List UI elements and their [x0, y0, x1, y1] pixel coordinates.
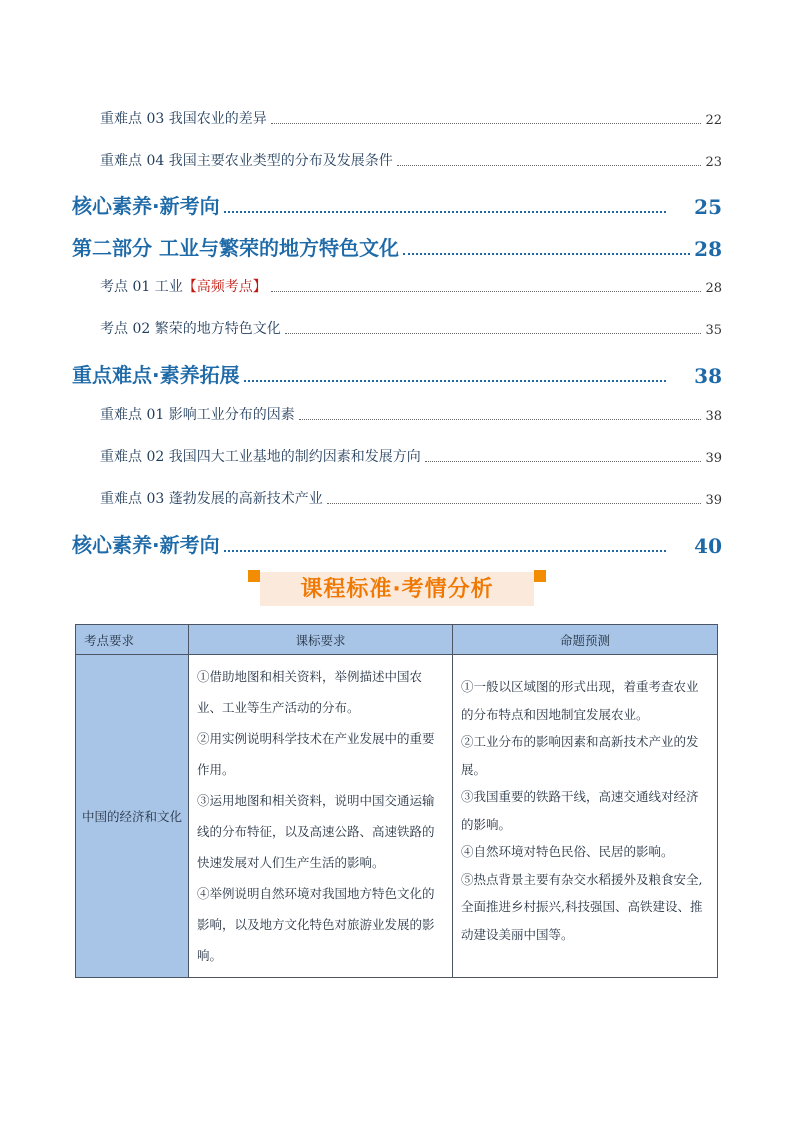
toc-page-number: 39: [705, 451, 722, 466]
toc-part-heading[interactable]: [72, 232, 722, 261]
dot-leader: [224, 550, 667, 552]
toc-page-number: 38: [705, 409, 722, 424]
toc-entry[interactable]: [100, 108, 722, 128]
predictions-cell: [453, 655, 718, 978]
toc-entry-label: 重难点 03 我国农业的差异: [100, 111, 267, 127]
requirements-cell: [189, 655, 453, 978]
toc-section-label: 核心素养·新考向: [72, 533, 220, 557]
toc-entry-label: 考点 02 繁荣的地方特色文化: [100, 321, 281, 337]
toc-page-number: 28: [705, 281, 722, 296]
toc-page-number: 23: [705, 155, 722, 170]
dot-leader: [425, 461, 702, 462]
section-banner: [248, 566, 546, 606]
prediction-item: ③我国重要的铁路干线，高速交通线对经济的影响。: [461, 789, 699, 832]
toc-page-number: 22: [705, 113, 722, 128]
dot-leader: [403, 253, 690, 255]
toc-entry[interactable]: [100, 488, 722, 508]
toc-section-heading[interactable]: [72, 190, 722, 219]
banner-title: 课程标准·考情分析: [300, 577, 494, 602]
prediction-item: ②工业分布的影响因素和高新技术产业的发展。: [461, 734, 699, 777]
dot-leader: [244, 380, 667, 382]
toc-section-label: 核心素养·新考向: [72, 194, 220, 218]
orange-square-decoration: [534, 570, 546, 582]
table-header-row: [76, 625, 718, 655]
prediction-item: ④自然环境对特色民俗、民居的影响。: [461, 844, 674, 859]
prediction-item: ⑤热点背景主要有杂交水稻援外及粮食安全,全面推进乡村振兴,科技强国、高铁建设、推动建设美丽中国等。: [461, 871, 703, 942]
toc-entry-label: 重难点 03 蓬勃发展的高新技术产业: [100, 491, 323, 507]
high-frequency-tag: 【高频考点】: [182, 279, 267, 295]
requirement-item: ③运用地图和相关资料，说明中国交通运输线的分布特征，以及高速公路、高速铁路的快速发展对人们生产生活的影响。: [197, 793, 435, 870]
orange-square-decoration: [248, 570, 260, 582]
table-row: [76, 655, 718, 978]
dot-leader: [271, 291, 702, 292]
dot-leader: [285, 333, 702, 334]
toc-entry-label: 重难点 01 影响工业分布的因素: [100, 407, 295, 423]
toc-part-label: 第二部分 工业与繁荣的地方特色文化: [72, 236, 399, 260]
requirement-item: ④举例说明自然环境对我国地方特色文化的影响，以及地方文化特色对旅游业发展的影响。: [197, 886, 435, 963]
column-header: 考点要求: [76, 625, 189, 655]
banner-background: [260, 572, 534, 606]
dot-leader: [271, 123, 702, 124]
toc-entry-label-group: [100, 276, 267, 296]
dot-leader: [397, 165, 702, 166]
toc-section-heading[interactable]: [72, 529, 722, 558]
toc-page-number: 28: [694, 237, 722, 261]
toc-page-number: 40: [694, 534, 722, 558]
toc-page-number: 25: [694, 195, 722, 219]
toc-entry-label: 考点 01 工业: [100, 279, 183, 295]
toc-page-number: 35: [705, 323, 722, 338]
toc-entry[interactable]: [100, 446, 722, 466]
requirement-item: ②用实例说明科学技术在产业发展中的重要作用。: [197, 731, 435, 777]
dot-leader: [224, 211, 667, 213]
toc-section-label: 重点难点·素养拓展: [72, 363, 240, 387]
topic-cell: 中国的经济和文化: [76, 655, 189, 978]
toc-entry[interactable]: [100, 404, 722, 424]
toc-section-heading[interactable]: [72, 359, 722, 388]
toc-entry[interactable]: [100, 150, 722, 170]
toc-entry[interactable]: [100, 318, 722, 338]
toc-page-number: 39: [705, 493, 722, 508]
prediction-item: ①一般以区域图的形式出现，着重考查农业的分布特点和因地制宜发展农业。: [461, 679, 699, 722]
toc-entry-label: 重难点 04 我国主要农业类型的分布及发展条件: [100, 153, 393, 169]
toc-page-number: 38: [694, 364, 722, 388]
toc-entry-label: 重难点 02 我国四大工业基地的制约因素和发展方向: [100, 449, 421, 465]
toc-entry[interactable]: [100, 276, 722, 296]
dot-leader: [327, 503, 702, 504]
column-header: 课标要求: [189, 625, 453, 655]
dot-leader: [299, 419, 702, 420]
curriculum-standards-table: [75, 624, 718, 978]
column-header: 命题预测: [453, 625, 718, 655]
requirement-item: ①借助地图和相关资料，举例描述中国农业、工业等生产活动的分布。: [197, 669, 423, 715]
